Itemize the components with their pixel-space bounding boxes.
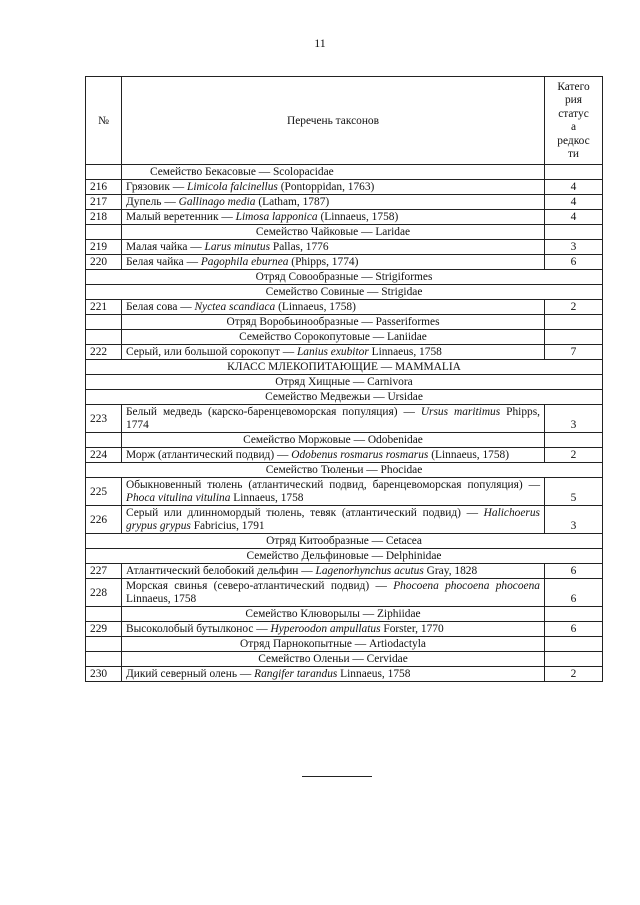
taxon-number: 218 — [86, 210, 122, 225]
table-row — [86, 564, 603, 579]
table-row — [86, 180, 603, 195]
empty-number-cell — [86, 315, 122, 330]
latin-name: Odobenus rosmarus rosmarus — [291, 449, 429, 461]
common-name: Серый, или большой сорокопут — — [126, 346, 297, 358]
taxon-group-heading: Отряд Воробьинообразные — Passeriformes — [122, 315, 545, 330]
taxon-group-heading: КЛАСС МЛЕКОПИТАЮЩИЕ — MAMMALIA — [86, 360, 603, 375]
latin-name: Phoca vitulina vitulina — [126, 492, 231, 504]
table-row — [86, 210, 603, 225]
taxon-group-heading: Отряд Хищные — Carnivora — [86, 375, 603, 390]
empty-category-cell — [545, 607, 603, 622]
rarity-category: 6 — [545, 564, 603, 579]
end-separator-line — [302, 776, 372, 777]
rarity-category: 3 — [545, 240, 603, 255]
rarity-category: 6 — [545, 622, 603, 637]
taxon-name — [122, 405, 545, 433]
empty-category-cell — [545, 165, 603, 180]
header-taxa-list: Перечень таксонов — [122, 77, 545, 165]
table-body — [86, 165, 603, 682]
empty-category-cell — [545, 652, 603, 667]
table-row — [86, 478, 603, 506]
latin-name: Lagenorhynchus acutus — [315, 565, 424, 577]
rarity-category: 3 — [545, 405, 603, 433]
taxon-number: 219 — [86, 240, 122, 255]
taxon-author: Linnaeus, 1758 — [337, 668, 411, 680]
taxon-author: (Linnaeus, 1758) — [317, 211, 399, 223]
common-name: Грязовик — — [126, 181, 188, 193]
table-group-row — [86, 270, 603, 285]
table-row — [86, 255, 603, 270]
empty-number-cell — [86, 225, 122, 240]
latin-name: Halichoerus grypus grypus — [126, 507, 540, 532]
taxon-group-heading: Семейство Бекасовые — Scolopacidae — [122, 165, 545, 180]
taxon-name — [122, 210, 545, 225]
header-cat-line: а — [570, 121, 577, 133]
taxon-author: Fabricius, 1791 — [190, 520, 265, 532]
taxon-author: Phipps, 1774 — [126, 406, 540, 431]
empty-number-cell — [86, 165, 122, 180]
table-row — [86, 240, 603, 255]
taxon-group-heading: Семейство Клюворылы — Ziphiidae — [122, 607, 545, 622]
latin-name: Nyctea scandiaca — [194, 301, 276, 313]
taxon-name — [122, 300, 545, 315]
taxon-group-heading: Отряд Парнокопытные — Artiodactyla — [122, 637, 545, 652]
taxon-author: (Pontoppidan, 1763) — [277, 181, 375, 193]
taxon-group-heading: Семейство Моржовые — Odobenidae — [122, 433, 545, 448]
header-rarity-category — [545, 77, 603, 165]
taxon-number: 229 — [86, 622, 122, 637]
taxon-number: 216 — [86, 180, 122, 195]
taxon-author: (Phipps, 1774) — [288, 256, 359, 268]
table-group-row — [86, 360, 603, 375]
rarity-category: 4 — [545, 195, 603, 210]
taxon-author: Pallas, 1776 — [270, 241, 329, 253]
table-header-row — [86, 77, 603, 165]
common-name: Белая чайка — — [126, 256, 201, 268]
latin-name: Phocoena phocoena phocoena — [393, 580, 541, 592]
common-name: Обыкновенный тюлень (атлантический подвид, баренцевоморская популяция) — — [126, 479, 540, 491]
rarity-category: 6 — [545, 579, 603, 607]
taxon-group-heading: Семейство Оленьи — Cervidae — [122, 652, 545, 667]
table-row — [86, 345, 603, 360]
table-row — [86, 405, 603, 433]
rarity-category: 6 — [545, 255, 603, 270]
taxon-group-heading: Отряд Совообразные — Strigiformes — [86, 270, 603, 285]
taxon-author: Linnaeus, 1758 — [368, 346, 442, 358]
common-name: Белый медведь (карско-баренцевоморская популяция) — — [126, 406, 421, 418]
taxon-number: 225 — [86, 478, 122, 506]
header-cat-line: рия — [564, 94, 583, 106]
empty-number-cell — [86, 637, 122, 652]
taxon-name — [122, 195, 545, 210]
common-name: Дикий северный олень — — [126, 668, 255, 680]
latin-name: Gallinago media — [178, 196, 256, 208]
latin-name: Pagophila eburnea — [200, 256, 289, 268]
rarity-category: 4 — [545, 210, 603, 225]
empty-number-cell — [86, 607, 122, 622]
taxon-name — [122, 622, 545, 637]
header-number: № — [86, 77, 122, 165]
empty-number-cell — [86, 330, 122, 345]
table-group-row — [86, 285, 603, 300]
table-row — [86, 448, 603, 463]
common-name: Морская свинья (северо-атлантический подвид) — — [126, 580, 394, 592]
taxon-name — [122, 564, 545, 579]
table-row — [86, 195, 603, 210]
taxon-group-heading: Семейство Дельфиновые — Delphinidae — [86, 549, 603, 564]
empty-number-cell — [86, 652, 122, 667]
latin-name: Hyperoodon ampullatus — [270, 623, 381, 635]
table-row — [86, 622, 603, 637]
taxon-name — [122, 180, 545, 195]
taxon-group-heading: Отряд Китообразные — Cetacea — [86, 534, 603, 549]
table-group-row — [86, 637, 603, 652]
taxon-number: 223 — [86, 405, 122, 433]
taxon-name — [122, 345, 545, 360]
common-name: Дупель — — [126, 196, 179, 208]
table-group-row — [86, 390, 603, 405]
common-name: Высоколобый бутылконос — — [126, 623, 271, 635]
latin-name: Limicola falcinellus — [187, 181, 278, 193]
table-group-row — [86, 652, 603, 667]
common-name: Малая чайка — — [126, 241, 205, 253]
common-name: Малый веретенник — — [126, 211, 236, 223]
rare-taxa-table — [85, 76, 603, 682]
table-group-row — [86, 330, 603, 345]
latin-name: Lanius exubitor — [296, 346, 369, 358]
taxon-name — [122, 478, 545, 506]
header-cat-line: редкос — [557, 134, 590, 147]
empty-category-cell — [545, 433, 603, 448]
rarity-category: 2 — [545, 667, 603, 682]
page-number: 11 — [314, 36, 326, 50]
empty-category-cell — [545, 330, 603, 345]
table-group-row — [86, 534, 603, 549]
empty-category-cell — [545, 637, 603, 652]
table-group-row — [86, 315, 603, 330]
taxon-author: (Linnaeus, 1758) — [428, 449, 510, 461]
taxon-number: 224 — [86, 448, 122, 463]
empty-category-cell — [545, 315, 603, 330]
empty-category-cell — [545, 225, 603, 240]
taxon-name — [122, 579, 545, 607]
common-name: Белая сова — — [126, 301, 195, 313]
taxon-author: Gray, 1828 — [423, 565, 478, 577]
taxon-author: Linnaeus, 1758 — [126, 593, 197, 605]
taxon-name — [122, 448, 545, 463]
taxon-number: 230 — [86, 667, 122, 682]
common-name: Серый или длинномордый тюлень, тевяк (атлантический подвид) — — [126, 507, 484, 519]
table-group-row — [86, 165, 603, 180]
taxon-author: Forster, 1770 — [380, 623, 444, 635]
taxon-group-heading: Семейство Медвежьи — Ursidae — [86, 390, 603, 405]
taxon-group-heading: Семейство Сорокопутовые — Laniidae — [122, 330, 545, 345]
taxon-name — [122, 667, 545, 682]
rarity-category: 4 — [545, 180, 603, 195]
table-group-row — [86, 607, 603, 622]
latin-name: Ursus maritimus — [420, 406, 501, 418]
table-row — [86, 300, 603, 315]
taxon-name — [122, 240, 545, 255]
taxon-group-heading: Семейство Тюленьи — Phocidae — [86, 463, 603, 478]
taxon-author: Linnaeus, 1758 — [230, 492, 304, 504]
empty-number-cell — [86, 433, 122, 448]
taxon-number: 221 — [86, 300, 122, 315]
taxon-author: (Latham, 1787) — [255, 196, 330, 208]
rarity-category: 5 — [545, 478, 603, 506]
table-group-row — [86, 225, 603, 240]
header-cat-line: статус — [558, 107, 589, 120]
rarity-category: 3 — [545, 506, 603, 534]
taxon-number: 217 — [86, 195, 122, 210]
header-cat-line: ти — [567, 148, 580, 160]
common-name: Морж (атлантический подвид) — — [126, 449, 292, 461]
latin-name: Larus minutus — [204, 241, 271, 253]
rarity-category: 2 — [545, 448, 603, 463]
taxon-group-heading: Семейство Совиные — Strigidae — [86, 285, 603, 300]
table-group-row — [86, 433, 603, 448]
common-name: Атлантический белобокий дельфин — — [126, 565, 316, 577]
taxon-number: 228 — [86, 579, 122, 607]
taxon-number: 226 — [86, 506, 122, 534]
table-row — [86, 579, 603, 607]
taxon-name — [122, 506, 545, 534]
taxon-name — [122, 255, 545, 270]
table-row — [86, 506, 603, 534]
table-group-row — [86, 463, 603, 478]
taxon-author: (Linnaeus, 1758) — [275, 301, 356, 313]
table-group-row — [86, 375, 603, 390]
latin-name: Rangifer tarandus — [254, 668, 338, 680]
taxon-group-heading: Семейство Чайковые — Laridae — [122, 225, 545, 240]
rarity-category: 2 — [545, 300, 603, 315]
taxon-number: 222 — [86, 345, 122, 360]
taxon-number: 220 — [86, 255, 122, 270]
latin-name: Limosa lapponica — [235, 211, 318, 223]
taxon-number: 227 — [86, 564, 122, 579]
rarity-category: 7 — [545, 345, 603, 360]
table-row — [86, 667, 603, 682]
table-group-row — [86, 549, 603, 564]
header-cat-line: Катего — [557, 80, 590, 93]
